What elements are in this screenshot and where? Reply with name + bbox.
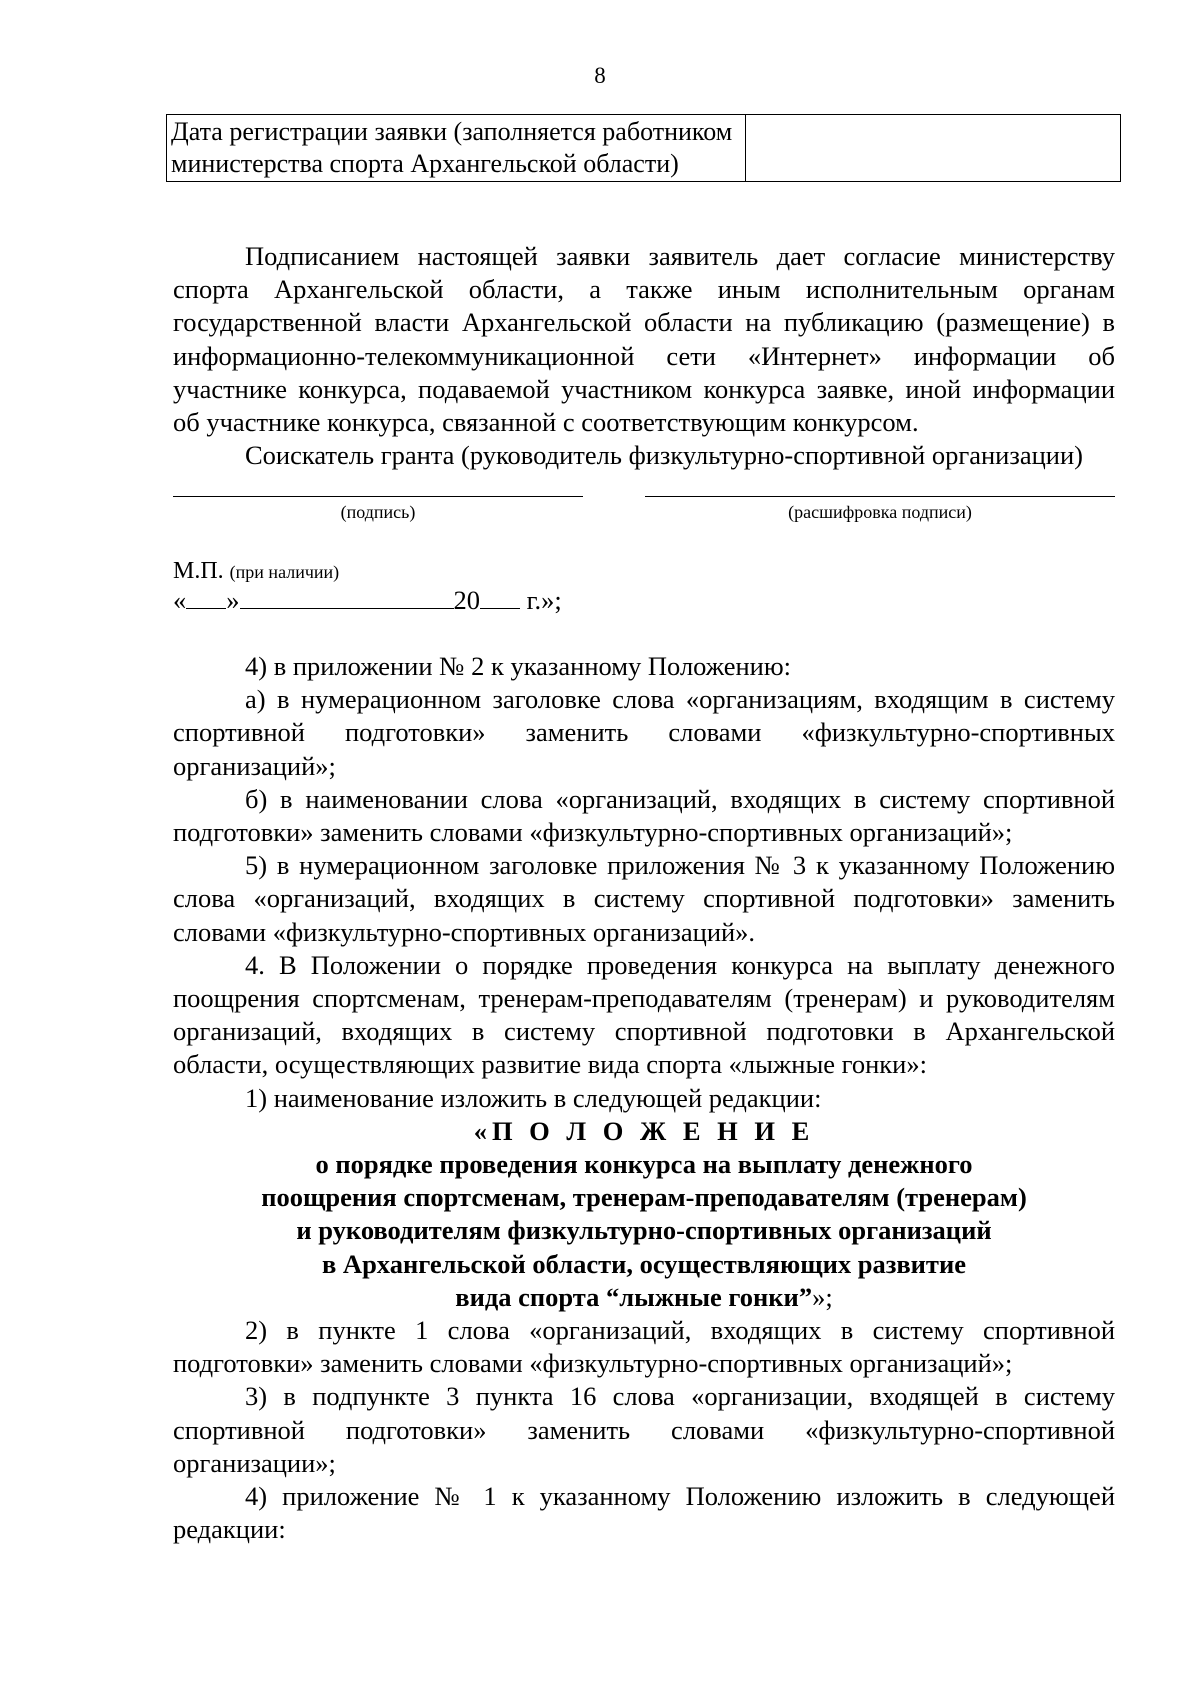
heading-line: поощрения спортсменам, тренерам-преподавателям (тренерам) [261,1182,1027,1213]
signature-decoding-caption: (расшифровка подписи) [788,502,972,522]
heading-line: в Архангельской области, осуществляющих развитие [322,1248,966,1279]
consent-block [173,240,1115,472]
regulation-heading [173,1115,1115,1314]
amendment-item: 4) в приложении № 2 к указанному Положению: [245,651,792,681]
heading-line: о порядке проведения конкурса на выплату денежного [315,1149,973,1180]
date-line: « » 20 г.»; [173,585,562,615]
amendments-block [173,650,1115,1546]
amendment-item: 4) приложение № 1 к указанному Положению изложить в следующей редакции: [173,1481,1115,1545]
heading-line: и руководителям физкультурно-спортивных организаций [296,1215,992,1246]
amendment-item: 4. В Положении о порядке проведения конкурса на выплату денежного поощрения спортсменам, тренерам-преподавателям (тренерам) и руководителям организаций, входящих в систему спортивной подготовки в Архангельской области, осуществляющих развитие вида спорта «лыжные гонки»: [173,949,1115,1080]
year-prefix: 20 [453,585,480,615]
signature-caption: (подпись) [340,502,416,522]
year-blank [480,586,520,609]
day-blank [186,586,226,609]
amendment-item: б) в наименовании слова «организаций, входящих в систему спортивной подготовки» заменить словами «физкультурно-спортивных организаций»; [173,783,1115,848]
amendment-item: 1) наименование изложить в следующей редакции: [245,1082,822,1113]
stamp-label: М.П. [173,558,224,584]
consent-paragraph: Подписанием настоящей заявки заявитель дает согласие министерству спорта Архангельской области, а также иным исполнительным органам государственной власти Архангельской области на публикацию (размещение) в информационно-телекоммуникационной сети «Интернет» информации об участнике конкурса, подаваемой участником конкурса заявке, иной информации об участнике конкурса, связанной с соответствующим конкурсом. [173,241,1115,438]
heading-title: «П О Л О Ж Е Н И Е [473,1115,815,1146]
month-blank [240,586,454,609]
registration-date-label: Дата регистрации заявки (заполняется работником министерства спорта Архангельской области) [167,115,746,182]
applicant-line: Соискатель гранта (руководитель физкультурно-спортивной организации) [245,440,1083,471]
registration-date-value [746,115,1121,182]
registration-date-table [166,114,1121,182]
amendment-item: 2) в пункте 1 слова «организаций, входящих в систему спортивной подготовки» заменить словами «физкультурно-спортивных организаций»; [173,1315,1115,1379]
stamp-line [173,556,339,587]
amendment-item: 5) в нумерационном заголовке приложения № 3 к указанному Положению слова «организаций, входящих в систему спортивной подготовки» заменить словами «физкультурно-спортивных организаций». [173,850,1115,947]
page-number: 8 [594,63,606,88]
date-suffix: г.»; [526,585,562,615]
signature-decoding-line [645,496,1115,497]
stamp-note: (при наличии) [229,562,340,582]
amendment-item: а) в нумерационном заголовке слова «организациям, входящим в систему спортивной подготовки» заменить словами «физкультурно-спортивных организаций»; [173,684,1115,781]
signature-line [173,496,583,497]
table-row [167,115,1121,182]
heading-last-line: вида спорта “лыжные гонки”»; [455,1281,833,1312]
amendment-item: 3) в подпункте 3 пункта 16 слова «организации, входящей в систему спортивной подготовки» заменить словами «физкультурно-спортивной организации»; [173,1381,1115,1478]
